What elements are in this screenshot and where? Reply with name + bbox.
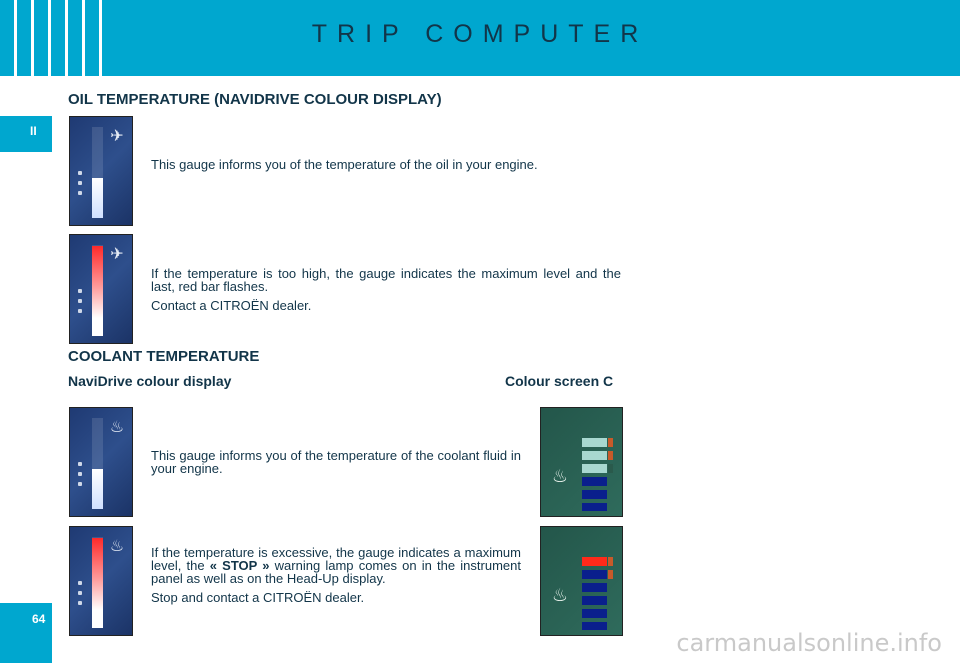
- gauge-mark: [78, 472, 82, 476]
- oil-can-icon: ✈: [110, 246, 124, 263]
- header-stripe: [48, 0, 51, 76]
- gauge-mark: [78, 482, 82, 486]
- stop-warning-label: « STOP »: [209, 558, 270, 573]
- gauge-mark: [78, 462, 82, 466]
- oil-can-icon: ✈: [110, 128, 124, 145]
- coolant-text-2: [151, 546, 521, 585]
- gauge-segment: [582, 557, 607, 566]
- gauge-fill: [92, 469, 103, 509]
- gauge-segment: [582, 438, 607, 447]
- gauge-mark: [78, 591, 82, 595]
- gauge-segment: [582, 583, 607, 592]
- coolant-gauge-max: [69, 526, 133, 636]
- coolant-text-3: Stop and contact a CITROËN dealer.: [151, 590, 365, 605]
- oil-text-2: If the temperature is too high, the gauge indicates the maximum level and the last, red bar flashes.: [151, 266, 621, 294]
- gauge-fill: [92, 246, 103, 336]
- gauge-mark: [78, 581, 82, 585]
- oil-gauge-normal: [69, 116, 133, 226]
- coolant-paragraph-1: [151, 449, 521, 481]
- coolant-text-1: This gauge informs you of the temperature of the coolant fluid in your engine.: [151, 448, 521, 476]
- page-number: 64: [32, 612, 46, 626]
- gauge-tick: [608, 570, 613, 579]
- oil-gauge-max: [69, 234, 133, 344]
- watermark: carmanualsonline.info: [676, 629, 942, 657]
- gauge-segment: [582, 609, 607, 618]
- coolant-paragraph-2: [151, 546, 521, 610]
- page-title: TRIP COMPUTER: [311, 20, 649, 48]
- oil-text-1: This gauge informs you of the temperature of the oil in your engine.: [151, 157, 538, 172]
- oil-paragraph-1: [151, 158, 621, 177]
- gauge-tick: [608, 464, 613, 473]
- oil-text-3: Contact a CITROËN dealer.: [151, 298, 312, 313]
- gauge-mark: [78, 191, 82, 195]
- oil-heading: OIL TEMPERATURE (NAVIDRIVE COLOUR DISPLAY): [68, 91, 442, 108]
- header-stripe: [14, 0, 17, 76]
- coolant-gauge-normal: [69, 407, 133, 517]
- colour-screen-gauge-max: [540, 526, 623, 636]
- gauge-segment: [582, 622, 607, 630]
- page-number-tab: [0, 603, 52, 663]
- colour-screen-gauge-normal: [540, 407, 623, 517]
- gauge-segment: [582, 490, 607, 499]
- gauge-segment: [582, 477, 607, 486]
- coolant-heading: COOLANT TEMPERATURE: [68, 348, 260, 365]
- oil-paragraph-2: [151, 267, 621, 318]
- header-stripe: [82, 0, 85, 76]
- gauge-segment: [582, 451, 607, 460]
- gauge-mark: [78, 171, 82, 175]
- coolant-text-2b: warning lamp comes on in the instrument panel as well as on the Head-Up display.: [151, 558, 521, 586]
- gauge-mark: [78, 601, 82, 605]
- gauge-fill: [92, 178, 103, 218]
- gauge-mark: [78, 181, 82, 185]
- thermometer-icon: ♨: [551, 466, 569, 486]
- page-header: [0, 0, 960, 76]
- gauge-segment: [582, 464, 607, 473]
- gauge-tick: [608, 451, 613, 460]
- thermometer-icon: ♨: [551, 585, 569, 605]
- coolant-text-2a: If the temperature is excessive, the gauge indicates a maximum level, the: [151, 545, 521, 573]
- section-number: II: [30, 124, 37, 138]
- gauge-mark: [78, 289, 82, 293]
- header-stripe: [99, 0, 102, 76]
- gauge-tick: [608, 438, 613, 447]
- gauge-tick: [608, 557, 613, 566]
- header-stripe: [31, 0, 34, 76]
- gauge-segment: [582, 503, 607, 511]
- gauge-segment: [582, 596, 607, 605]
- gauge-mark: [78, 299, 82, 303]
- thermometer-icon: ♨: [109, 538, 125, 555]
- gauge-fill: [92, 538, 103, 628]
- gauge-segment: [582, 570, 607, 579]
- section-tab: [0, 116, 52, 152]
- coolant-subheading-navidrive: NaviDrive colour display: [68, 373, 232, 389]
- header-stripe: [65, 0, 68, 76]
- gauge-mark: [78, 309, 82, 313]
- thermometer-icon: ♨: [109, 419, 125, 436]
- coolant-subheading-colour-screen: Colour screen C: [505, 373, 614, 389]
